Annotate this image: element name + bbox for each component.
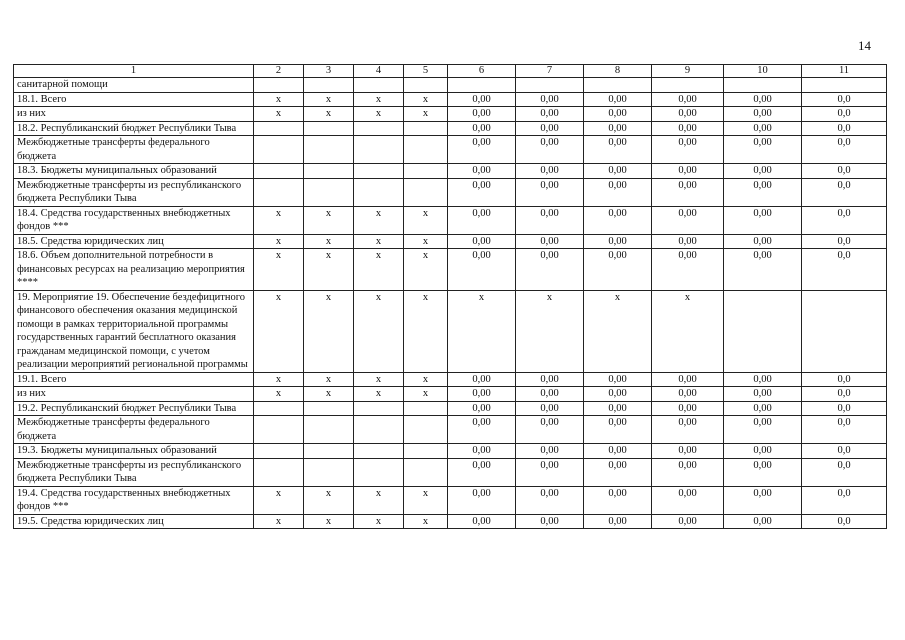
marker-cell — [354, 444, 404, 459]
marker-cell — [404, 136, 448, 164]
marker-cell — [254, 78, 304, 93]
value-cell: 0,0 — [802, 514, 887, 529]
marker-cell — [354, 458, 404, 486]
table-row — [14, 401, 887, 416]
value-cell: 0,00 — [724, 444, 802, 459]
value-cell: 0,00 — [584, 206, 652, 234]
marker-cell: x — [404, 107, 448, 122]
value-cell: 0,00 — [516, 387, 584, 402]
marker-cell — [354, 78, 404, 93]
value-cell: 0,00 — [584, 249, 652, 291]
page-number: 14 — [858, 38, 871, 53]
value-cell: 0,00 — [724, 92, 802, 107]
marker-cell: x — [304, 387, 354, 402]
marker-cell — [254, 458, 304, 486]
value-cell: 0,00 — [448, 372, 516, 387]
header-cell: 9 — [652, 65, 724, 78]
value-cell: 0,00 — [652, 486, 724, 514]
marker-cell: x — [304, 92, 354, 107]
marker-cell: x — [354, 514, 404, 529]
value-cell: 0,00 — [516, 514, 584, 529]
value-cell — [652, 78, 724, 93]
header-cell: 5 — [404, 65, 448, 78]
marker-cell — [404, 178, 448, 206]
value-cell: 0,00 — [516, 136, 584, 164]
value-cell: 0,00 — [652, 416, 724, 444]
value-cell: 0,00 — [584, 234, 652, 249]
value-cell: 0,00 — [724, 234, 802, 249]
value-cell: 0,00 — [516, 458, 584, 486]
value-cell: 0,00 — [448, 249, 516, 291]
row-label: Межбюджетные трансферты из республиканского бюджета Республики Тыва — [14, 458, 254, 486]
marker-cell — [404, 401, 448, 416]
value-cell: 0,00 — [584, 136, 652, 164]
marker-cell: x — [254, 234, 304, 249]
value-cell: 0,00 — [652, 92, 724, 107]
value-cell: 0,00 — [448, 416, 516, 444]
table-row — [14, 107, 887, 122]
marker-cell: x — [254, 107, 304, 122]
table-row — [14, 290, 887, 372]
value-cell: 0,00 — [448, 107, 516, 122]
marker-cell — [404, 416, 448, 444]
marker-cell — [304, 121, 354, 136]
value-cell: 0,00 — [516, 234, 584, 249]
marker-cell: x — [254, 514, 304, 529]
value-cell: 0,00 — [516, 372, 584, 387]
row-label: Межбюджетные трансферты федерального бюджета — [14, 416, 254, 444]
value-cell: 0,00 — [516, 178, 584, 206]
marker-cell: x — [404, 249, 448, 291]
marker-cell — [304, 164, 354, 179]
header-cell: 11 — [802, 65, 887, 78]
marker-cell: x — [354, 372, 404, 387]
table-row — [14, 444, 887, 459]
row-label: 18.5. Средства юридических лиц — [14, 234, 254, 249]
value-cell: x — [584, 290, 652, 372]
marker-cell: x — [354, 249, 404, 291]
value-cell: 0,00 — [584, 444, 652, 459]
marker-cell: x — [304, 206, 354, 234]
marker-cell — [404, 78, 448, 93]
value-cell: 0,0 — [802, 249, 887, 291]
table-row — [14, 78, 887, 93]
marker-cell: x — [304, 514, 354, 529]
row-label: 18.4. Средства государственных внебюджетных фондов *** — [14, 206, 254, 234]
marker-cell: x — [304, 107, 354, 122]
row-label: 18.6. Объем дополнительной потребности в финансовых ресурсах на реализацию мероприятия **** — [14, 249, 254, 291]
marker-cell — [304, 416, 354, 444]
value-cell: 0,00 — [584, 164, 652, 179]
row-label: 19.1. Всего — [14, 372, 254, 387]
value-cell: 0,00 — [652, 107, 724, 122]
marker-cell: x — [354, 290, 404, 372]
marker-cell: x — [254, 206, 304, 234]
value-cell — [724, 78, 802, 93]
marker-cell — [254, 178, 304, 206]
table-row — [14, 92, 887, 107]
table-row — [14, 178, 887, 206]
value-cell: 0,00 — [448, 514, 516, 529]
value-cell: 0,00 — [448, 178, 516, 206]
value-cell: 0,0 — [802, 234, 887, 249]
row-label: 18.1. Всего — [14, 92, 254, 107]
value-cell: 0,00 — [652, 401, 724, 416]
table-row — [14, 486, 887, 514]
value-cell: 0,00 — [584, 458, 652, 486]
value-cell: 0,00 — [516, 92, 584, 107]
value-cell: 0,0 — [802, 92, 887, 107]
value-cell: 0,00 — [516, 164, 584, 179]
value-cell: 0,0 — [802, 107, 887, 122]
marker-cell: x — [304, 290, 354, 372]
marker-cell: x — [404, 234, 448, 249]
value-cell: 0,00 — [724, 136, 802, 164]
row-label: из них — [14, 107, 254, 122]
value-cell: x — [448, 290, 516, 372]
value-cell: 0,0 — [802, 458, 887, 486]
value-cell: 0,00 — [516, 249, 584, 291]
marker-cell — [254, 164, 304, 179]
value-cell: 0,00 — [448, 234, 516, 249]
table-row — [14, 387, 887, 402]
table-row — [14, 372, 887, 387]
header-cell: 3 — [304, 65, 354, 78]
marker-cell — [404, 458, 448, 486]
value-cell: 0,00 — [516, 401, 584, 416]
marker-cell — [254, 416, 304, 444]
marker-cell — [304, 444, 354, 459]
marker-cell: x — [254, 372, 304, 387]
header-row — [14, 65, 887, 78]
value-cell — [802, 78, 887, 93]
value-cell: 0,00 — [448, 444, 516, 459]
marker-cell: x — [354, 107, 404, 122]
value-cell: 0,0 — [802, 136, 887, 164]
marker-cell: x — [354, 92, 404, 107]
value-cell: 0,00 — [724, 401, 802, 416]
table-row — [14, 206, 887, 234]
value-cell: 0,00 — [516, 206, 584, 234]
row-label: из них — [14, 387, 254, 402]
marker-cell — [304, 178, 354, 206]
marker-cell: x — [404, 372, 448, 387]
value-cell: 0,00 — [724, 178, 802, 206]
value-cell: 0,00 — [584, 92, 652, 107]
value-cell: 0,00 — [724, 486, 802, 514]
header-cell: 4 — [354, 65, 404, 78]
value-cell: 0,00 — [724, 372, 802, 387]
table-row — [14, 249, 887, 291]
value-cell: 0,00 — [516, 444, 584, 459]
value-cell: 0,00 — [448, 136, 516, 164]
marker-cell — [404, 444, 448, 459]
value-cell: 0,00 — [448, 92, 516, 107]
marker-cell: x — [304, 486, 354, 514]
row-label: 19.4. Средства государственных внебюджетных фондов *** — [14, 486, 254, 514]
marker-cell — [354, 401, 404, 416]
value-cell: 0,00 — [652, 136, 724, 164]
value-cell: x — [652, 290, 724, 372]
value-cell: 0,00 — [584, 387, 652, 402]
value-cell: 0,00 — [516, 107, 584, 122]
value-cell: 0,0 — [802, 164, 887, 179]
value-cell: 0,00 — [652, 164, 724, 179]
marker-cell: x — [404, 92, 448, 107]
value-cell: 0,00 — [584, 372, 652, 387]
value-cell: 0,00 — [448, 401, 516, 416]
value-cell: 0,00 — [584, 416, 652, 444]
value-cell: 0,0 — [802, 401, 887, 416]
value-cell: 0,0 — [802, 178, 887, 206]
value-cell — [802, 290, 887, 372]
marker-cell: x — [254, 290, 304, 372]
table-row — [14, 416, 887, 444]
marker-cell — [354, 178, 404, 206]
value-cell: 0,00 — [448, 486, 516, 514]
header-cell: 8 — [584, 65, 652, 78]
marker-cell: x — [304, 372, 354, 387]
value-cell: 0,00 — [724, 416, 802, 444]
marker-cell: x — [254, 387, 304, 402]
value-cell: 0,00 — [448, 206, 516, 234]
marker-cell — [404, 121, 448, 136]
marker-cell: x — [354, 234, 404, 249]
value-cell: 0,00 — [584, 178, 652, 206]
marker-cell: x — [404, 486, 448, 514]
value-cell: 0,00 — [652, 372, 724, 387]
row-label: 19.2. Республиканский бюджет Республики Тыва — [14, 401, 254, 416]
value-cell: 0,00 — [584, 486, 652, 514]
marker-cell — [304, 401, 354, 416]
marker-cell: x — [404, 290, 448, 372]
header-cell: 2 — [254, 65, 304, 78]
value-cell: 0,0 — [802, 387, 887, 402]
value-cell: 0,0 — [802, 486, 887, 514]
value-cell: 0,00 — [584, 107, 652, 122]
marker-cell: x — [304, 234, 354, 249]
marker-cell — [304, 458, 354, 486]
marker-cell — [254, 121, 304, 136]
value-cell: 0,00 — [724, 249, 802, 291]
value-cell: 0,00 — [448, 458, 516, 486]
value-cell: 0,00 — [724, 206, 802, 234]
value-cell — [448, 78, 516, 93]
marker-cell — [254, 136, 304, 164]
marker-cell — [304, 78, 354, 93]
header-cell: 1 — [14, 65, 254, 78]
value-cell: 0,00 — [724, 121, 802, 136]
marker-cell: x — [254, 486, 304, 514]
row-label: 19.3. Бюджеты муниципальных образований — [14, 444, 254, 459]
row-label: 18.3. Бюджеты муниципальных образований — [14, 164, 254, 179]
value-cell — [516, 78, 584, 93]
value-cell: 0,00 — [724, 164, 802, 179]
marker-cell: x — [254, 249, 304, 291]
value-cell: 0,00 — [652, 444, 724, 459]
value-cell: 0,0 — [802, 206, 887, 234]
marker-cell: x — [404, 387, 448, 402]
value-cell: 0,00 — [724, 514, 802, 529]
value-cell: 0,00 — [652, 514, 724, 529]
value-cell: 0,00 — [724, 387, 802, 402]
header-cell: 7 — [516, 65, 584, 78]
table-row — [14, 234, 887, 249]
value-cell: 0,00 — [652, 458, 724, 486]
row-label: санитарной помощи — [14, 78, 254, 93]
value-cell — [724, 290, 802, 372]
value-cell: 0,00 — [724, 458, 802, 486]
table-row — [14, 458, 887, 486]
budget-table — [13, 64, 887, 529]
table-row — [14, 514, 887, 529]
marker-cell — [304, 136, 354, 164]
row-label: Межбюджетные трансферты из республиканского бюджета Республики Тыва — [14, 178, 254, 206]
marker-cell — [404, 164, 448, 179]
value-cell: 0,00 — [652, 121, 724, 136]
marker-cell: x — [354, 387, 404, 402]
value-cell: 0,00 — [516, 416, 584, 444]
value-cell: 0,00 — [584, 121, 652, 136]
marker-cell: x — [354, 206, 404, 234]
row-label: Межбюджетные трансферты федерального бюджета — [14, 136, 254, 164]
marker-cell: x — [404, 206, 448, 234]
marker-cell — [254, 444, 304, 459]
value-cell: 0,00 — [652, 234, 724, 249]
table-row — [14, 121, 887, 136]
marker-cell: x — [354, 486, 404, 514]
value-cell: 0,0 — [802, 121, 887, 136]
row-label: 18.2. Республиканский бюджет Республики Тыва — [14, 121, 254, 136]
row-label: 19.5. Средства юридических лиц — [14, 514, 254, 529]
value-cell — [584, 78, 652, 93]
marker-cell — [354, 164, 404, 179]
marker-cell — [354, 416, 404, 444]
value-cell: 0,00 — [652, 178, 724, 206]
value-cell: x — [516, 290, 584, 372]
value-cell: 0,00 — [584, 514, 652, 529]
header-cell: 6 — [448, 65, 516, 78]
value-cell: 0,00 — [652, 387, 724, 402]
row-label: 19. Мероприятие 19. Обеспечение бездефицитного финансового обеспечения оказания медицинской помощи в рамках территориальной программы государственных гарантий бесплатного оказания гражданам медицинской помощи, с учетом реализации мероприятий региональной программы — [14, 290, 254, 372]
value-cell: 0,0 — [802, 444, 887, 459]
table-row — [14, 136, 887, 164]
table-row — [14, 164, 887, 179]
header-cell: 10 — [724, 65, 802, 78]
value-cell: 0,00 — [652, 249, 724, 291]
marker-cell — [354, 121, 404, 136]
value-cell: 0,00 — [516, 121, 584, 136]
value-cell: 0,0 — [802, 372, 887, 387]
marker-cell: x — [304, 249, 354, 291]
value-cell: 0,00 — [584, 401, 652, 416]
value-cell: 0,00 — [724, 107, 802, 122]
marker-cell — [354, 136, 404, 164]
marker-cell: x — [254, 92, 304, 107]
marker-cell: x — [404, 514, 448, 529]
value-cell: 0,00 — [448, 164, 516, 179]
value-cell: 0,0 — [802, 416, 887, 444]
value-cell: 0,00 — [652, 206, 724, 234]
value-cell: 0,00 — [516, 486, 584, 514]
value-cell: 0,00 — [448, 387, 516, 402]
marker-cell — [254, 401, 304, 416]
value-cell: 0,00 — [448, 121, 516, 136]
